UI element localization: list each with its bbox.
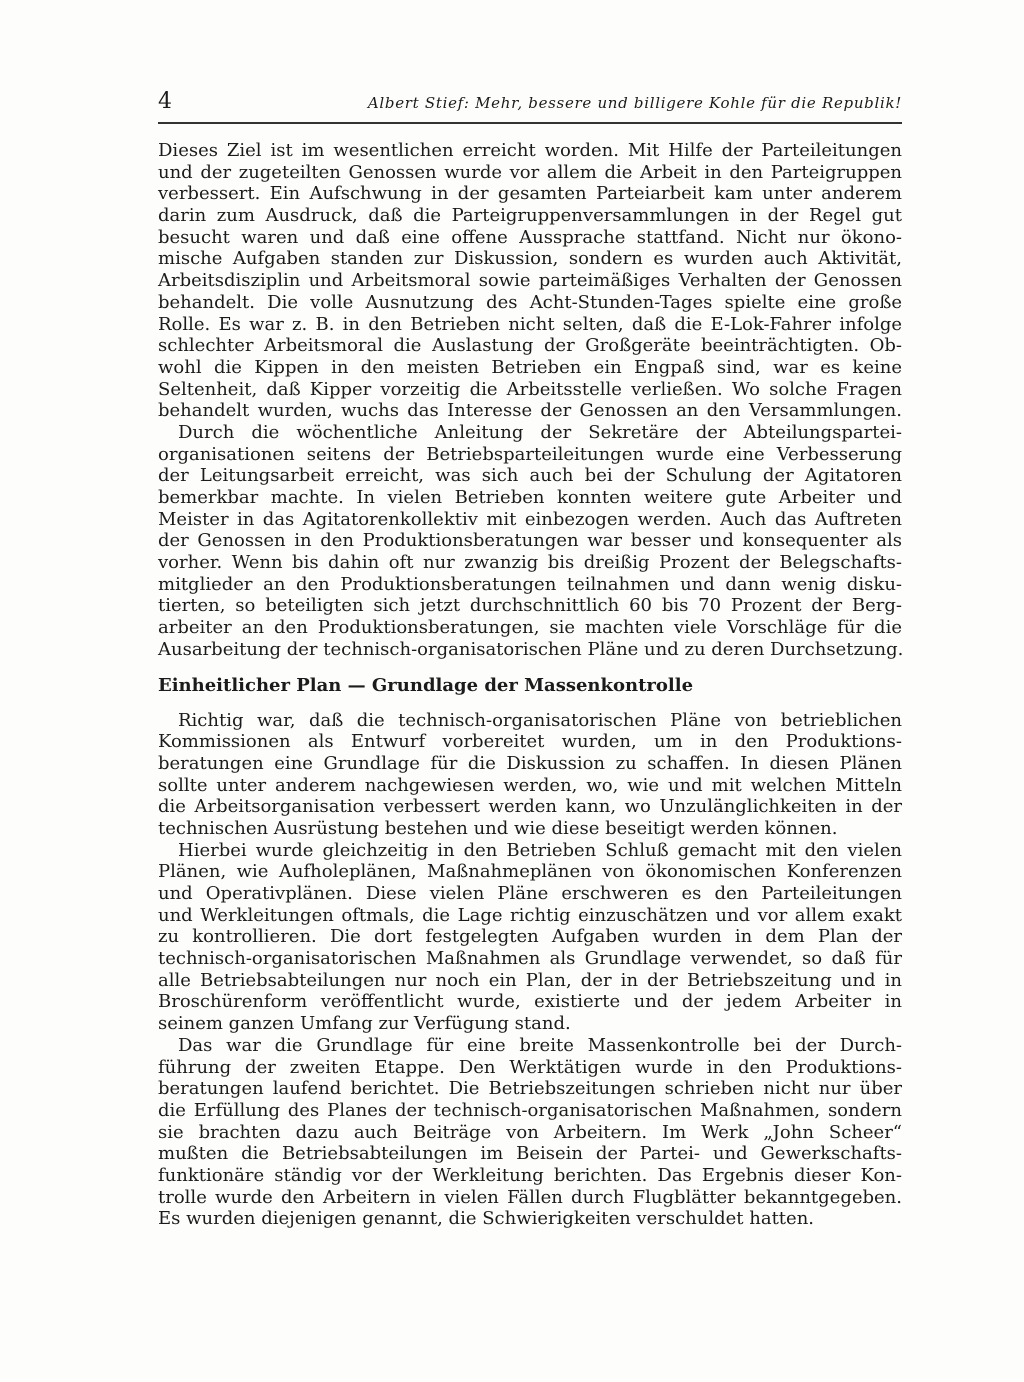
text-line: alle Betriebsabteilungen nur noch ein Plan, der in der Betriebszeitung und in [158,969,902,991]
text-line: behandelt. Die volle Ausnutzung des Acht-Stunden-Tages spielte eine große [158,291,902,313]
text-line: Durch die wöchentliche Anleitung der Sekretäre der Abteilungspartei- [178,421,902,443]
running-title: Albert Stief: Mehr, bessere und billigere Kohle für die Republik! [367,94,902,112]
text-line: und Operativplänen. Diese vielen Pläne erschweren es den Parteileitungen [158,883,902,904]
text-line: Dieses Ziel ist im wesentlichen erreicht worden. Mit Hilfe der Parteileitungen [158,140,902,161]
text-line: Hierbei wurde gleichzeitig in den Betrieben Schluß gemacht mit den vielen [178,839,902,861]
text-line: Meister in das Agitatorenkollektiv mit einbezogen werden. Auch das Auftreten [158,508,902,530]
text-line: tierten, so beteiligten sich jetzt durchschnittlich 60 bis 70 Prozent der Berg- [158,595,902,617]
text-line: Kommissionen als Entwurf vorbereitet wurden, um in den Produktions- [158,731,902,753]
paragraph-5 [158,1035,902,1230]
paragraph-3 [158,710,902,840]
text-line: vorher. Wenn bis dahin oft nur zwanzig bis dreißig Prozent der Belegschafts- [158,552,902,574]
body-text [158,140,902,1230]
text-line: technisch-organisatorischen Maßnahmen als Grundlage verwendet, so daß für [158,948,902,970]
running-header [158,88,902,124]
text-line: funktionäre ständig vor der Werkleitung berichten. Das Ergebnis dieser Kon- [158,1164,902,1186]
text-line: Seltenheit, daß Kipper vorzeitig die Arbeitsstelle verließen. Wo solche Fragen [158,378,902,400]
text-line: Rolle. Es war z. B. in den Betrieben nicht selten, daß die E-Lok-Fahrer infolge [158,313,902,335]
text-line: Das war die Grundlage für eine breite Massenkontrolle bei der Durch- [178,1034,902,1056]
text-line: der Genossen in den Produktionsberatungen war besser und konsequenter als [158,530,902,552]
text-line: sie brachten dazu auch Beiträge von Arbeitern. Im Werk „John Scheer“ [158,1121,902,1143]
paragraph-1 [158,140,902,422]
page-number: 4 [158,89,172,114]
text-line: mitglieder an den Produktionsberatungen teilnahmen und dann wenig disku- [158,573,902,595]
text-line: arbeiter an den Produktionsberatungen, sie machten viele Vorschläge für die [158,617,902,639]
paragraph-4 [158,840,902,1035]
text-line: beratungen eine Grundlage für die Diskussion zu schaffen. In diesen Plänen [158,752,902,774]
text-line: organisationen seitens der Betriebsparteileitungen wurde eine Verbesserung [158,443,902,465]
text-line: Broschürenform veröffentlicht wurde, existierte und der jedem Arbeiter in [158,991,902,1013]
text-line: bemerkbar machte. In vielen Betrieben konnten weitere gute Arbeiter und [158,487,902,508]
text-line: zu kontrollieren. Die dort festgelegten Aufgaben wurden in dem Plan der [158,926,902,948]
text-line: die Erfüllung des Planes der technisch-organisatorischen Maßnahmen, sondern [158,1099,902,1121]
text-line: technischen Ausrüstung bestehen und wie diese beseitigt werden können. [158,817,838,839]
text-line: darin zum Ausdruck, daß die Parteigruppenversammlungen in der Regel gut [158,205,902,227]
text-line: verbessert. Ein Aufschwung in der gesamten Parteiarbeit kam unter anderem [158,183,902,205]
text-line: führung der zweiten Etappe. Den Werktätigen wurde in den Produktions- [158,1056,902,1078]
text-line: behandelt wurden, wuchs das Interesse der Genossen an den Versammlungen. [158,400,902,422]
text-line: der Leitungsarbeit erreicht, was sich auch bei der Schulung der Agitatoren [158,465,902,487]
text-line: und Werkleitungen oftmals, die Lage richtig einzuschätzen und vor allem exakt [158,904,902,926]
text-line: mische Aufgaben standen zur Diskussion, sondern es wurden auch Aktivität, [158,248,902,270]
text-line: und der zugeteilten Genossen wurde vor allem die Arbeit in den Parteigruppen [158,161,902,183]
text-line: besucht waren und daß eine offene Aussprache stattfand. Nicht nur ökono- [158,226,902,248]
text-line: schlechter Arbeitsmoral die Auslastung der Großgeräte beeinträchtigten. Ob- [158,335,902,357]
text-line: Plänen, wie Aufholeplänen, Maßnahmeplänen von ökonomischen Konferenzen [158,861,902,883]
text-line: beratungen laufend berichtet. Die Betriebszeitungen schrieben nicht nur über [158,1078,902,1100]
section-heading: Einheitlicher Plan — Grundlage der Massenkontrolle [158,674,694,696]
text-line: Es wurden diejenigen genannt, die Schwierigkeiten verschuldet hatten. [158,1208,815,1230]
paragraph-2 [158,422,902,661]
text-line: sollte unter anderem nachgewiesen werden, wo, wie und mit welchen Mitteln [158,774,902,796]
text-line: Richtig war, daß die technisch-organisatorischen Pläne von betrieblichen [178,709,902,731]
text-line: trolle wurde den Arbeitern in vielen Fällen durch Flugblätter bekanntgegeben. [158,1186,902,1208]
text-line: Arbeitsdisziplin und Arbeitsmoral sowie parteimäßiges Verhalten der Genossen [158,270,902,292]
text-line: mußten die Betriebsabteilungen im Beisein der Partei- und Gewerkschafts- [158,1143,902,1165]
text-line: wohl die Kippen in den meisten Betrieben ein Engpaß sind, war es keine [158,356,902,378]
text-line: seinem ganzen Umfang zur Verfügung stand. [158,1013,571,1035]
text-line: Ausarbeitung der technisch-organisatorischen Pläne und zu deren Durchsetzung. [158,638,904,660]
text-line: die Arbeitsorganisation verbessert werden kann, wo Unzulänglichkeiten in der [158,796,902,818]
